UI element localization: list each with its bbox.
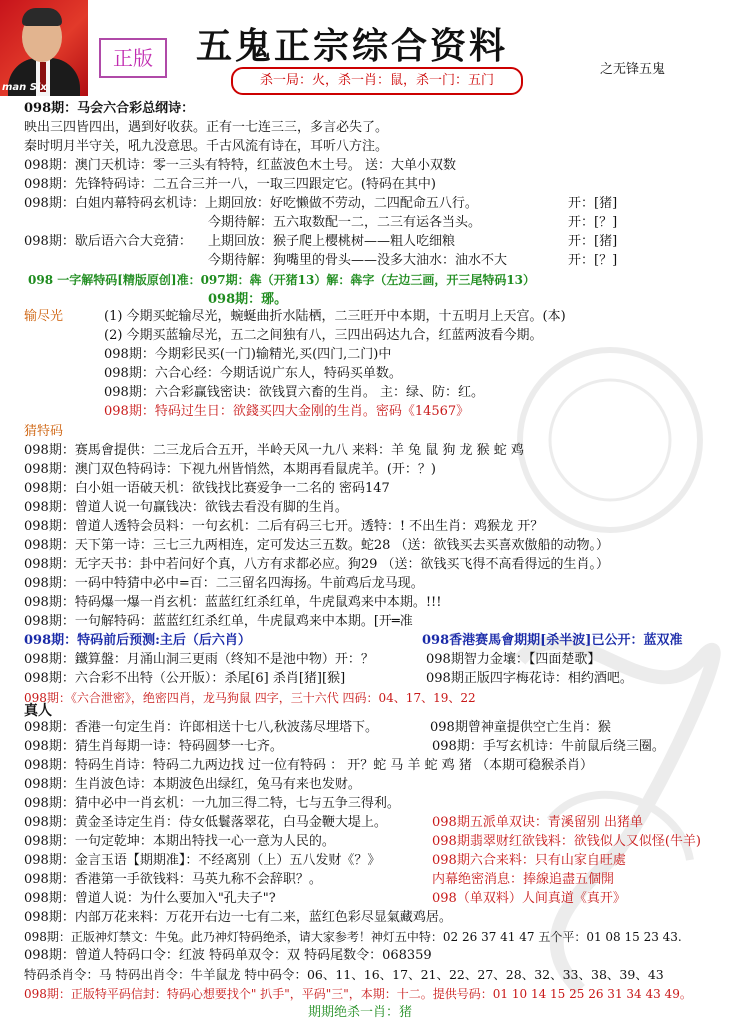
- text-line: 098期：内部万花来料：万花开右边一七有二来，蓝红色彩尽显氣藏鸡居。: [24, 910, 452, 925]
- text-line: 开：[猪]: [568, 234, 618, 249]
- text-line: 098期：《六合泄密》，绝密四肖，龙马狗鼠 四字，三十六代 四码：04、17、19、22: [24, 691, 476, 705]
- text-line: 098期：无字天书：卦中若问好个真，八方有求都必应。狗29 （送：欲钱买飞得不高看得远的生肖。）: [24, 557, 609, 572]
- text-line: 开：[猪]: [568, 196, 618, 211]
- text-line: 映出三四皆四出，遇到好收获。正有一七连三三，多言必失了。: [24, 120, 389, 135]
- text-line: (1) 今期买蛇输尽光，蜿蜒曲折水陆栖，二三旺开中本期，十五明月上天宫。(本): [104, 309, 566, 324]
- text-line: 098期：正版特平码信封：特码心想要找个" 扒手"，平码"三"，本期：十二。提供号码：01 10 14 15 25 26 31 34 43 49。: [24, 987, 692, 1001]
- text-line: 098期：手写玄机诗：牛前鼠后绕三圈。: [432, 739, 665, 754]
- text-line: 今期待解：狗嘴里的骨头——没多大油水：油水不大: [208, 253, 508, 268]
- text-line: 098香港赛馬會期期[杀半波]已公开：蓝双准: [422, 633, 683, 648]
- text-line: 098期：六合心经：今期话说广东人，特码买单数。: [104, 366, 402, 381]
- text-line: 今期待解：五六取数配一二，二三有运各当头。: [208, 215, 482, 230]
- text-line: 098期：一码中特猜中必中=百：二三留名四海扬。牛前鸡后龙马现。: [24, 576, 424, 591]
- text-line: 098期正版四字梅花诗：相约酒吧。: [426, 671, 633, 686]
- genuine-badge: 正版: [99, 38, 167, 78]
- section-label: 输尽光: [24, 309, 64, 324]
- text-line: 098期：猜中必中一肖玄机：一九加三得二特，七与五争三得利。: [24, 796, 400, 811]
- text-line: 098期：澳门双色特码诗：下视九州皆悄然，本期再看鼠虎羊。(开：？): [24, 462, 436, 477]
- text-line: 098期六合来料：只有山家自旺處: [432, 853, 626, 868]
- text-line: 098期：白小姐一语破天机：欲钱找比赛爱争一二名的 密码147: [24, 481, 390, 496]
- text-line: 098期：六合彩赢钱密诀：欲钱買六畜的生肖。 主：绿、防：红。: [104, 385, 484, 400]
- text-line: 098期：特码过生日：欲錢买四大金刚的生肖。密码《14567》: [104, 404, 470, 419]
- text-line: 098期：黄金圣诗定生肖：侍女低鬟落翠花，白马金鞭大堤上。: [24, 815, 387, 830]
- text-line: 开：[？]: [568, 215, 618, 230]
- text-line: 098期：正版神灯禁文：牛兔。此乃神灯特码绝杀，请大家参考！神灯五中特：02 26 37 41 47 五个平：01 08 15 23 43.: [24, 930, 682, 944]
- text-line: 098期：琊。: [208, 292, 288, 307]
- text-line: 开：[？]: [568, 253, 618, 268]
- text-line: 098期：金言玉语【期期准】：不经离别（上）五八发财《？》: [24, 853, 381, 868]
- text-line: 特码杀肖令：马 特码出肖令：牛羊鼠龙 特中码令：06、11、16、17、21、22、27、28、32、33、38、39、43: [24, 967, 664, 982]
- text-line: 098期曾神童提供空亡生肖：猴: [430, 720, 611, 735]
- text-line: 098期：特码前后预测:主后（后六肖）: [24, 633, 251, 648]
- text-line: 098期翡翠财红欲钱料：欲钱似人又似怪(牛羊): [432, 834, 701, 849]
- text-line: 098（单双料）人间真道《真开》: [432, 891, 626, 906]
- text-line: 098期：曾道人透特会员料：一句玄机：二后有码三七开。透特：! 不出生肖：鸡猴龙 开？: [24, 519, 544, 534]
- text-line: 098期：六合彩不出特（公开版）：杀尾[6] 杀肖[猪][猴]: [24, 671, 346, 686]
- text-line: 098期：曾道人特码口令：红波 特码单双令：双 特码尾数令：068359: [24, 948, 432, 963]
- text-line: 098期：澳门天机诗：零一三头有特特，红蓝波色木土号。 送：大单小双数: [24, 158, 456, 173]
- kill-summary-banner: 杀一局：火，杀一肖：鼠，杀一门：五门: [231, 67, 523, 95]
- text-line: 098期：香港一句定生肖：许郎相送十七八,秋波荡尽埋塔下。: [24, 720, 378, 735]
- text-line: 098期：猜生肖每期一诗：特码圆梦一七齐。: [24, 739, 283, 754]
- text-line: 098期：今期彩民买(一门)输精光,买(四门,二门)中: [104, 347, 392, 362]
- text-line: 098期：天下第一诗：三七三九两相连，定可发达三五数。蛇28 （送：欲钱买去买喜欢傲船的动物。）: [24, 538, 609, 553]
- text-line: 098期：曾道人说一句赢钱决：欲钱去看没有脚的生肖。: [24, 500, 348, 515]
- text-line: 内幕绝密消息：捧線追盡五個開: [432, 872, 615, 887]
- text-line: 098期：一句定乾坤：本期出特找一心一意为人民的。: [24, 834, 335, 849]
- text-line: 098期：先锋特码诗：二五合三并一八，一取三四跟定它。(特码在其中): [24, 177, 436, 192]
- text-line: 098期：一句解特码：蓝蓝红红杀红单，牛虎鼠鸡来中本期。[开═准: [24, 614, 413, 629]
- text-line: 098期：生肖波色诗：本期波色出绿红，兔马有来也发财。: [24, 777, 361, 792]
- text-line: 098期：赛馬會提供：二三龙后合五开，半岭天风一九八 来料：羊 兔 鼠 狗 龙 猴 蛇 鸡: [24, 443, 524, 458]
- section-label: 真人: [24, 703, 52, 719]
- text-line: (2) 今期买蓝输尽光，五二之间独有八，三四出码达九合，红蓝两波看今期。: [104, 328, 543, 343]
- text-line: 098期：曾道人说：为什么要加入"孔夫子"?: [24, 891, 276, 906]
- section-label: 猜特码: [24, 424, 64, 439]
- text-line: 098期：鐵算盤：月涌山洞三更雨（终知不是池中物）开：？: [24, 652, 374, 667]
- photo-hair: [22, 8, 62, 26]
- host-photo: [0, 0, 88, 96]
- text-line: 098期：马会六合彩总纲诗：: [24, 101, 195, 116]
- text-line: 098期：白姐内幕特码玄机诗：上期回放：好吃懒做不劳动，二四配命五八行。: [24, 196, 478, 211]
- text-line: 098期智力金壤：【四面楚歌】: [426, 652, 601, 667]
- text-line: 秦时明月半守关，吼九没意思。千古风流有诗在，耳听八方注。: [24, 139, 389, 154]
- page-title: 五鬼正宗综合资料: [196, 25, 509, 67]
- text-line: 098期：特码生肖诗：特码二九两边找 过一位有特码 ： 开？蛇 马 羊 蛇 鸡 猪 （本期可稳猴杀肖）: [24, 758, 594, 773]
- text-line: 098期五派单双诀：青溪留别 出猪单: [432, 815, 643, 830]
- text-line: 098期：特码爆一爆一肖玄机：蓝蓝红红杀红单，牛虎鼠鸡来中本期。!!!: [24, 595, 442, 610]
- author-label: 之无锋五鬼: [600, 62, 666, 77]
- text-line: 098 一字解特码[精版原创]准：097期：犇（开猪13）解：犇字（左边三画，开三尾特码13）: [28, 273, 536, 287]
- text-line: 期期绝杀一肖：猪: [308, 1005, 413, 1020]
- photo-logo: man Six: [2, 82, 47, 93]
- text-line: 098期：香港第一手欲钱料：马英九称不会辞职？。: [24, 872, 322, 887]
- text-line: 上期回放：猴子爬上樱桃树——粗人吃细粮: [208, 234, 456, 249]
- text-line: 098期：歇后语六合大竞猜：: [24, 234, 192, 249]
